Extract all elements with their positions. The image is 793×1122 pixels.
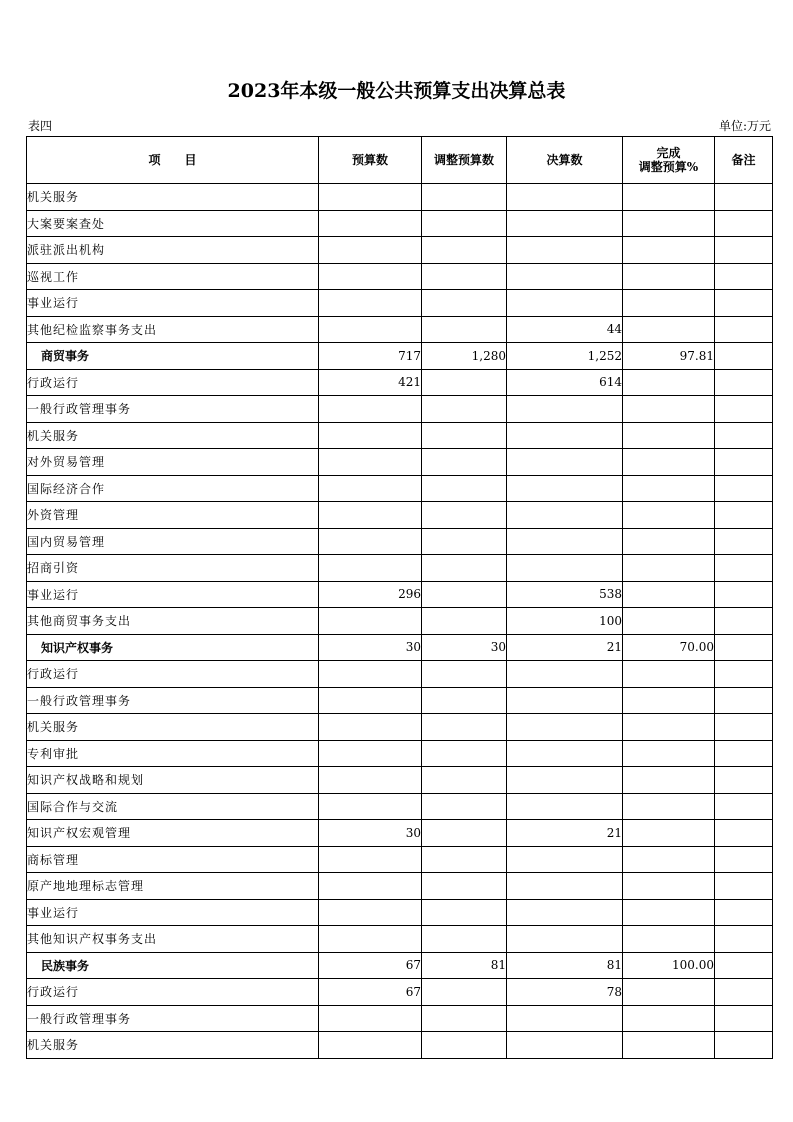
cell-completion-rate	[623, 581, 715, 608]
table-row	[27, 184, 773, 211]
header-budget: 预算数	[319, 137, 422, 184]
cell-completion-rate	[623, 184, 715, 211]
cell-budget	[319, 740, 422, 767]
cell-final-account: 614	[507, 369, 623, 396]
cell-item-name: 巡视工作	[27, 263, 319, 290]
cell-budget	[319, 1032, 422, 1059]
cell-budget	[319, 846, 422, 873]
table-row	[27, 687, 773, 714]
table-row	[27, 369, 773, 396]
cell-budget	[319, 608, 422, 635]
cell-completion-rate	[623, 369, 715, 396]
cell-completion-rate	[623, 475, 715, 502]
cell-adjusted-budget: 1,280	[422, 343, 507, 370]
cell-budget: 67	[319, 979, 422, 1006]
table-row	[27, 661, 773, 688]
cell-completion-rate	[623, 316, 715, 343]
cell-final-account	[507, 846, 623, 873]
table-row	[27, 502, 773, 529]
cell-item-name: 机关服务	[27, 1032, 319, 1059]
cell-adjusted-budget	[422, 316, 507, 343]
header-notes: 备注	[715, 137, 773, 184]
cell-adjusted-budget	[422, 793, 507, 820]
cell-final-account	[507, 396, 623, 423]
cell-item-name: 机关服务	[27, 184, 319, 211]
cell-notes	[715, 422, 773, 449]
cell-completion-rate	[623, 502, 715, 529]
cell-adjusted-budget	[422, 290, 507, 317]
cell-item-name: 国际合作与交流	[27, 793, 319, 820]
cell-notes	[715, 1005, 773, 1032]
table-row	[27, 608, 773, 635]
cell-completion-rate	[623, 290, 715, 317]
table-row	[27, 846, 773, 873]
cell-item-name: 国内贸易管理	[27, 528, 319, 555]
cell-final-account	[507, 714, 623, 741]
cell-budget: 67	[319, 952, 422, 979]
cell-adjusted-budget	[422, 608, 507, 635]
cell-completion-rate	[623, 846, 715, 873]
cell-adjusted-budget	[422, 714, 507, 741]
table-row	[27, 740, 773, 767]
cell-adjusted-budget	[422, 979, 507, 1006]
cell-final-account	[507, 740, 623, 767]
cell-notes	[715, 608, 773, 635]
cell-completion-rate	[623, 1032, 715, 1059]
cell-adjusted-budget	[422, 846, 507, 873]
cell-completion-rate	[623, 528, 715, 555]
cell-final-account: 21	[507, 634, 623, 661]
cell-final-account	[507, 1032, 623, 1059]
cell-final-account	[507, 767, 623, 794]
cell-item-name: 一般行政管理事务	[27, 396, 319, 423]
cell-notes	[715, 714, 773, 741]
cell-completion-rate	[623, 926, 715, 953]
table-row	[27, 449, 773, 476]
table-row	[27, 820, 773, 847]
cell-item-name: 一般行政管理事务	[27, 1005, 319, 1032]
table-row	[27, 290, 773, 317]
cell-item-name: 商贸事务	[27, 343, 319, 370]
cell-completion-rate: 70.00	[623, 634, 715, 661]
cell-adjusted-budget	[422, 210, 507, 237]
cell-budget	[319, 661, 422, 688]
category-row	[27, 343, 773, 370]
table-row	[27, 210, 773, 237]
cell-budget	[319, 396, 422, 423]
cell-adjusted-budget	[422, 899, 507, 926]
cell-budget: 421	[319, 369, 422, 396]
category-row	[27, 634, 773, 661]
cell-final-account	[507, 873, 623, 900]
header-final-account: 决算数	[507, 137, 623, 184]
table-row	[27, 714, 773, 741]
cell-item-name: 商标管理	[27, 846, 319, 873]
table-row	[27, 899, 773, 926]
cell-adjusted-budget	[422, 555, 507, 582]
cell-final-account	[507, 184, 623, 211]
cell-final-account	[507, 793, 623, 820]
table-row	[27, 422, 773, 449]
cell-item-name: 行政运行	[27, 369, 319, 396]
header-completion-line1: 完成	[656, 146, 681, 160]
table-number: 表四	[28, 119, 53, 133]
cell-budget	[319, 316, 422, 343]
cell-budget	[319, 687, 422, 714]
cell-adjusted-budget	[422, 581, 507, 608]
cell-adjusted-budget	[422, 449, 507, 476]
cell-budget	[319, 263, 422, 290]
cell-notes	[715, 1032, 773, 1059]
cell-item-name: 其他知识产权事务支出	[27, 926, 319, 953]
cell-item-name: 知识产权宏观管理	[27, 820, 319, 847]
cell-notes	[715, 793, 773, 820]
cell-item-name: 机关服务	[27, 714, 319, 741]
cell-item-name: 大案要案查处	[27, 210, 319, 237]
cell-notes	[715, 873, 773, 900]
cell-notes	[715, 634, 773, 661]
cell-final-account	[507, 687, 623, 714]
cell-final-account	[507, 1005, 623, 1032]
cell-notes	[715, 528, 773, 555]
cell-item-name: 事业运行	[27, 899, 319, 926]
table-row	[27, 581, 773, 608]
cell-item-name: 专利审批	[27, 740, 319, 767]
cell-final-account	[507, 210, 623, 237]
cell-notes	[715, 316, 773, 343]
unit-label: 单位:万元	[718, 119, 771, 133]
cell-completion-rate	[623, 422, 715, 449]
table-row	[27, 767, 773, 794]
cell-notes	[715, 767, 773, 794]
table-row	[27, 873, 773, 900]
cell-adjusted-budget	[422, 1005, 507, 1032]
header-completion-line2: 调整预算%	[638, 160, 699, 174]
cell-completion-rate	[623, 237, 715, 264]
cell-completion-rate	[623, 210, 715, 237]
cell-completion-rate	[623, 1005, 715, 1032]
header-adjusted-budget: 调整预算数	[422, 137, 507, 184]
budget-table	[26, 136, 773, 1059]
cell-budget	[319, 899, 422, 926]
cell-adjusted-budget	[422, 263, 507, 290]
cell-completion-rate	[623, 396, 715, 423]
cell-budget	[319, 422, 422, 449]
cell-final-account	[507, 422, 623, 449]
cell-item-name: 招商引资	[27, 555, 319, 582]
cell-notes	[715, 449, 773, 476]
cell-adjusted-budget	[422, 767, 507, 794]
cell-completion-rate	[623, 449, 715, 476]
cell-item-name: 对外贸易管理	[27, 449, 319, 476]
cell-adjusted-budget: 30	[422, 634, 507, 661]
cell-final-account	[507, 555, 623, 582]
cell-item-name: 原产地地理标志管理	[27, 873, 319, 900]
cell-completion-rate	[623, 555, 715, 582]
cell-item-name: 事业运行	[27, 581, 319, 608]
cell-completion-rate	[623, 820, 715, 847]
cell-completion-rate: 100.00	[623, 952, 715, 979]
cell-notes	[715, 555, 773, 582]
cell-item-name: 知识产权事务	[27, 634, 319, 661]
cell-notes	[715, 210, 773, 237]
cell-final-account	[507, 926, 623, 953]
table-row	[27, 316, 773, 343]
cell-item-name: 民族事务	[27, 952, 319, 979]
cell-final-account	[507, 263, 623, 290]
cell-adjusted-budget	[422, 1032, 507, 1059]
cell-notes	[715, 846, 773, 873]
cell-final-account	[507, 290, 623, 317]
header-completion-rate	[623, 137, 715, 184]
table-body	[27, 184, 773, 1059]
cell-item-name: 派驻派出机构	[27, 237, 319, 264]
cell-final-account	[507, 528, 623, 555]
cell-adjusted-budget	[422, 687, 507, 714]
table-row	[27, 926, 773, 953]
cell-budget	[319, 528, 422, 555]
cell-notes	[715, 926, 773, 953]
cell-completion-rate	[623, 714, 715, 741]
cell-adjusted-budget	[422, 369, 507, 396]
table-row	[27, 793, 773, 820]
cell-adjusted-budget	[422, 873, 507, 900]
cell-completion-rate	[623, 767, 715, 794]
cell-item-name: 行政运行	[27, 661, 319, 688]
cell-notes	[715, 899, 773, 926]
cell-final-account	[507, 475, 623, 502]
cell-final-account: 538	[507, 581, 623, 608]
cell-completion-rate	[623, 873, 715, 900]
table-row	[27, 555, 773, 582]
cell-final-account: 44	[507, 316, 623, 343]
cell-final-account: 100	[507, 608, 623, 635]
cell-item-name: 行政运行	[27, 979, 319, 1006]
cell-budget	[319, 767, 422, 794]
cell-final-account	[507, 502, 623, 529]
cell-item-name: 国际经济合作	[27, 475, 319, 502]
cell-final-account: 81	[507, 952, 623, 979]
cell-budget	[319, 475, 422, 502]
cell-adjusted-budget	[422, 661, 507, 688]
cell-item-name: 事业运行	[27, 290, 319, 317]
cell-notes	[715, 263, 773, 290]
table-row	[27, 475, 773, 502]
cell-adjusted-budget: 81	[422, 952, 507, 979]
cell-notes	[715, 952, 773, 979]
cell-budget	[319, 237, 422, 264]
cell-budget	[319, 449, 422, 476]
table-row	[27, 528, 773, 555]
cell-final-account: 21	[507, 820, 623, 847]
category-row	[27, 952, 773, 979]
cell-budget	[319, 502, 422, 529]
table-row	[27, 1005, 773, 1032]
cell-final-account	[507, 899, 623, 926]
cell-item-name: 知识产权战略和规划	[27, 767, 319, 794]
cell-budget: 296	[319, 581, 422, 608]
cell-budget	[319, 210, 422, 237]
cell-final-account: 78	[507, 979, 623, 1006]
cell-item-name: 其他纪检监察事务支出	[27, 316, 319, 343]
cell-notes	[715, 237, 773, 264]
cell-notes	[715, 661, 773, 688]
cell-item-name: 机关服务	[27, 422, 319, 449]
cell-completion-rate	[623, 979, 715, 1006]
cell-budget: 30	[319, 820, 422, 847]
cell-final-account	[507, 661, 623, 688]
cell-notes	[715, 343, 773, 370]
cell-item-name: 外资管理	[27, 502, 319, 529]
cell-final-account: 1,252	[507, 343, 623, 370]
cell-final-account	[507, 449, 623, 476]
cell-notes	[715, 396, 773, 423]
cell-completion-rate	[623, 740, 715, 767]
table-row	[27, 396, 773, 423]
cell-budget: 30	[319, 634, 422, 661]
table-row	[27, 237, 773, 264]
cell-item-name: 其他商贸事务支出	[27, 608, 319, 635]
cell-completion-rate	[623, 793, 715, 820]
cell-notes	[715, 687, 773, 714]
table-row	[27, 1032, 773, 1059]
cell-completion-rate	[623, 263, 715, 290]
cell-budget	[319, 555, 422, 582]
table-row	[27, 263, 773, 290]
cell-item-name: 一般行政管理事务	[27, 687, 319, 714]
cell-notes	[715, 820, 773, 847]
cell-budget	[319, 290, 422, 317]
cell-budget	[319, 926, 422, 953]
cell-budget	[319, 1005, 422, 1032]
cell-adjusted-budget	[422, 820, 507, 847]
table-row	[27, 979, 773, 1006]
cell-notes	[715, 581, 773, 608]
cell-notes	[715, 740, 773, 767]
cell-adjusted-budget	[422, 740, 507, 767]
cell-completion-rate: 97.81	[623, 343, 715, 370]
page-title: 2023年本级一般公共预算支出决算总表	[227, 80, 566, 102]
cell-final-account	[507, 237, 623, 264]
cell-completion-rate	[623, 687, 715, 714]
cell-notes	[715, 979, 773, 1006]
cell-notes	[715, 502, 773, 529]
cell-completion-rate	[623, 608, 715, 635]
cell-adjusted-budget	[422, 422, 507, 449]
cell-budget	[319, 714, 422, 741]
cell-notes	[715, 475, 773, 502]
cell-adjusted-budget	[422, 184, 507, 211]
header-item: 项 目	[27, 137, 319, 184]
cell-budget	[319, 793, 422, 820]
cell-budget: 717	[319, 343, 422, 370]
cell-notes	[715, 290, 773, 317]
cell-completion-rate	[623, 661, 715, 688]
cell-notes	[715, 184, 773, 211]
cell-adjusted-budget	[422, 396, 507, 423]
cell-adjusted-budget	[422, 528, 507, 555]
cell-adjusted-budget	[422, 502, 507, 529]
cell-adjusted-budget	[422, 237, 507, 264]
cell-adjusted-budget	[422, 475, 507, 502]
cell-completion-rate	[623, 899, 715, 926]
cell-notes	[715, 369, 773, 396]
cell-budget	[319, 184, 422, 211]
cell-budget	[319, 873, 422, 900]
table-header-row	[27, 137, 773, 184]
cell-adjusted-budget	[422, 926, 507, 953]
